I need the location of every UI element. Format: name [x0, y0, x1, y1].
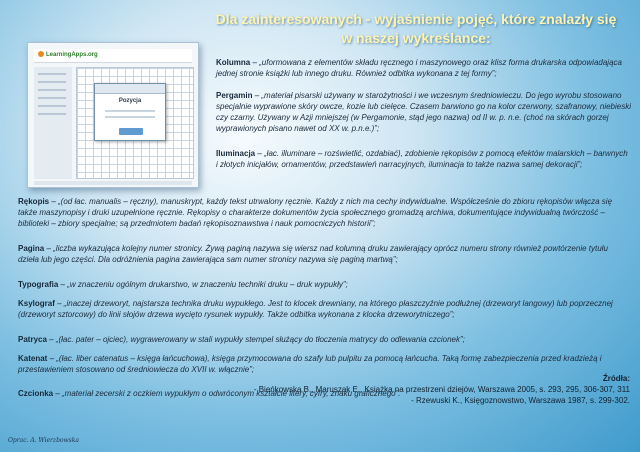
definition-typografia: – „w znaczeniu ogólnym drukarstwo, w znaczeniu techniki druku – druk wypukły”;	[58, 280, 348, 289]
definition-ksylograf: – „inaczej drzeworyt, najstarsza technika druku wypukłego. Jest to klocek drewniany, na którego płaszczyźnie podłużnej (drzeworyt langowy) lub poprzecznej (drzeworyt sztorcowy) do linii słojów drzewa wycięto rysunek wypukły. Także odbitka wykonana z klocka drzeworytniczego”;	[18, 299, 613, 319]
entry-pagina	[18, 243, 628, 265]
logo-icon	[38, 51, 44, 57]
sources-block	[210, 373, 630, 406]
dialog-title: Pozycja	[118, 98, 142, 104]
learningapps-logo	[38, 51, 98, 58]
entry-patryca	[18, 334, 628, 345]
dialog-text-line	[105, 110, 155, 112]
term-iluminacja: Iluminacja	[216, 149, 256, 158]
term-typografia: Typografia	[18, 280, 59, 289]
definition-rekopis: – „(od łac. manualis – ręczny), manuskrypt, każdy tekst utrwalony ręcznie. Każdy z nich ma cechy indywidualne. Współcześnie do zbioru rękopisów włącza się także maszynopisy i druki uzupełnione ręcznie. Rękopisy o charakterze dokumentów życia społecznego gromadzą archiwa, dokumentujące indywidualną twórczość – biblioteki – zbiory specjalne; są przedmiotem badań rękopisoznawstwa i nauk pomocniczych historii”;	[18, 197, 613, 228]
definition-iluminacja: – „łac. illuminare – rozświetlić, ozdabiać), zdobienie rękopisów z pomocą efektów malarskich – barwnych i złotych inicjałów, ornamentów, przedstawień narracyjnych, iluminacja to także nazwa samej dekoracji”;	[216, 149, 628, 169]
title-line-2: w naszej wykreślance:	[341, 30, 491, 46]
definition-katenat: – „(łac. liber catenatus – księga łańcuchowa), księga przymocowana do szafy lub pulpitu za pomocą łańcucha. Taką formę zabezpieczenia przed kradzieżą i przestawieniem stosowano od średniowiecza do XVII w. włącznie”;	[18, 354, 602, 374]
term-patryca: Patryca	[18, 335, 47, 344]
entry-kolumna	[216, 57, 631, 79]
term-pergamin: Pergamin	[216, 91, 253, 100]
thumbnail-footer	[34, 181, 192, 185]
source-item: - Rzewuski K., Księgoznowstwo, Warszawa 1987, s. 299-302.	[411, 396, 630, 405]
definition-patryca: – „(łac. pater – ojciec), wygrawerowany w stali wypukły stempel służący do tłoczenia matrycy do odlewania czcionek”;	[46, 335, 465, 344]
term-katenat: Katenat	[18, 354, 48, 363]
sidebar-line	[38, 89, 66, 91]
definition-pergamin: – „materiał pisarski używany w starożytności i we wczesnym średniowieczu. Do jego wyrobu stosowano specjalnie wyprawione skóry owcze, kozie lub cielęce. Czasem barwiono go na kolor czerwony, szafranowy, niebieski czy czarny. Używany w Azji mniejszej (w Pergamonie, stąd jego nazwa) od II w. p. n.e. (choć na skórach gorzej wyprawionych pisano nawet od XX w. p.n.e.)”;	[216, 91, 632, 133]
author-credit: Oprac. A. Wierzbowska	[8, 437, 79, 444]
term-kolumna: Kolumna	[216, 58, 251, 67]
dialog-text-line	[105, 116, 155, 118]
sidebar-line	[38, 81, 66, 83]
thumbnail-dialog	[94, 83, 166, 141]
sources-heading: Źródła:	[602, 374, 630, 383]
term-pagina: Pagina	[18, 244, 45, 253]
entry-iluminacja	[216, 148, 631, 170]
sidebar-line	[38, 73, 66, 75]
term-rekopis: Rękopis	[18, 197, 50, 206]
word-search-screenshot	[27, 42, 199, 188]
source-item: - Bieńkowska B., Maruszak E., Książka na przestrzeni dziejów, Warszawa 2005, s. 293, 295, 306-307, 311	[253, 385, 630, 394]
thumbnail-header	[34, 49, 192, 63]
sidebar-line	[38, 97, 66, 99]
thumbnail-sidebar	[34, 67, 72, 179]
title-line-1: Dla zainteresowanych - wyjaśnienie pojęć, które znalazły się	[215, 11, 617, 27]
definition-czcionka: – „materiał zecerski z oczkiem wypukłym o odwróconym kształcie litery, cyfry, znaku graficznego”.	[53, 389, 401, 398]
term-czcionka: Czcionka	[18, 389, 54, 398]
dialog-header	[95, 84, 165, 94]
definition-kolumna: – „uformowana z elementów składu ręcznego i maszynowego oraz klisz forma drukarska odpowiadająca jednej stronie książki lub innego druku. Również odbitka wykonana z tej formy”;	[216, 58, 622, 78]
term-ksylograf: Ksylograf	[18, 299, 55, 308]
page-title	[200, 10, 632, 48]
entry-rekopis	[18, 196, 628, 229]
dialog-button	[119, 128, 143, 135]
entry-pergamin	[216, 90, 631, 134]
sidebar-line	[38, 105, 66, 107]
definition-pagina: – „liczba wykazująca kolejny numer stronicy. Żywą paginą nazywa się wiersz nad kolumną druku zawierający oprócz numeru strony również powtórzenie tytułu dzieła lub jego części. Dla odróżnienia pagina zawierająca sam numer stronicy nazywa się paginą martwą”;	[18, 244, 608, 264]
entry-typografia	[18, 279, 628, 290]
entry-katenat	[18, 353, 628, 375]
entry-ksylograf	[18, 298, 628, 320]
logo-text: LearningApps.org	[46, 52, 98, 58]
sidebar-line	[38, 113, 66, 115]
